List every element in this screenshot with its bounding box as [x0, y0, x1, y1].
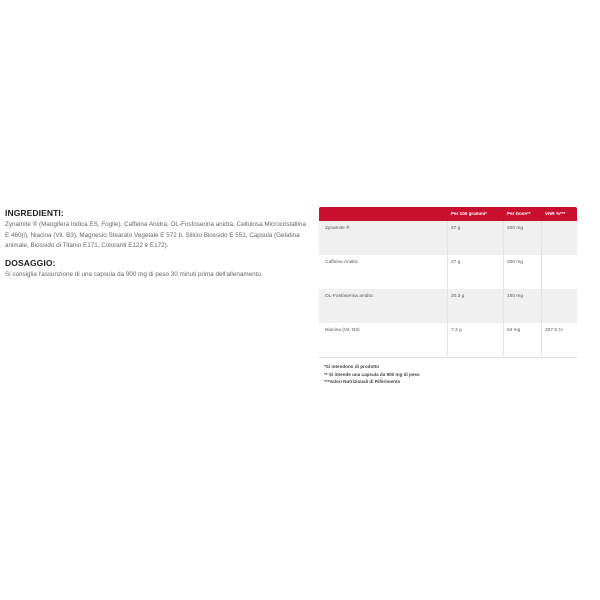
table-row [319, 221, 577, 255]
column-header-per-100g: Per 100 grammi* [451, 211, 488, 216]
row-per100: 27 g [451, 226, 461, 231]
row-perdose: 200 mg [507, 226, 523, 231]
row-name: Zynamite ® [325, 226, 350, 231]
row-vnr: 337.5 % [545, 328, 563, 333]
table-bottom-border [319, 357, 577, 358]
dosage-text: Si consiglia l'assunzione di una capsula da 900 mg di peso 30 minuti prima dell'allenamento. [5, 270, 263, 278]
product-info [5, 208, 307, 280]
table-row [319, 323, 577, 357]
column-divider [503, 221, 504, 358]
row-name: OL-Fosfoserina anidra [325, 294, 373, 299]
column-divider [447, 221, 448, 358]
row-perdose: 200 mg [507, 260, 523, 265]
row-per100: 20.3 g [451, 294, 465, 299]
row-perdose: 54 mg [507, 328, 521, 333]
table-header [319, 207, 577, 221]
column-header-vnr: VNR %*** [545, 211, 566, 216]
footnote: *Si intendono di prodotto [324, 364, 380, 369]
dosage-heading: DOSAGGIO: [5, 257, 56, 268]
footnote: ** Si intende una capsula da 900 mg di peso [324, 371, 420, 377]
column-divider [541, 221, 542, 358]
row-name: Niacina (Vit. B3) [325, 328, 360, 333]
row-per100: 27 g [451, 260, 461, 265]
table-footnotes [324, 363, 420, 386]
ingredients-text: Zynamite ® (Mangifera Indica ES, Foglie), Caffeina Anidra, OL-Fosfoserina anidra, Cellulosa Microcristallina E 460(i), Niacina (Vit. B3), Magnesio Stearato Vegetale E 572 b, Silicio Biossido E 551, Capsula (Gelatina animale, Biossido di Titanio E171, Coloranti E122 e E172). [5, 221, 306, 249]
table-row [319, 255, 577, 289]
footnote: ***Valori Nutrizionali di Riferimento [324, 379, 401, 385]
row-perdose: 150 mg [507, 294, 523, 299]
nutrition-table [319, 207, 577, 358]
ingredients-heading: INGREDIENTI: [5, 208, 64, 218]
column-header-per-dose: Per Dose** [507, 211, 531, 216]
table-row [319, 289, 577, 323]
row-name: Caffeina Anidra [325, 260, 358, 265]
row-per100: 7.3 g [451, 328, 462, 333]
